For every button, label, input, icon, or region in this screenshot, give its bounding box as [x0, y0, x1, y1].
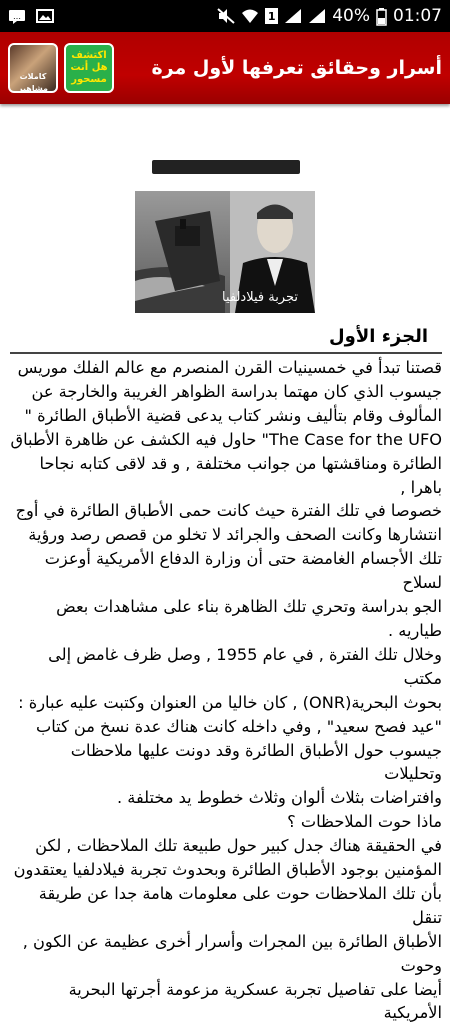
article-image: [135, 191, 315, 313]
article-line: في الحقيقة هناك جدل كبير حول طبيعة تلك الملاحظات , لكن: [35, 836, 442, 856]
article-line: وخلال تلك الفترة , في عام 1955 , وصل ظرف غامض إلى مكتب: [48, 644, 442, 688]
article-line: الجو بدراسة وتحري تلك الظاهرة بناء على مشاهدات بعض طياريه .: [56, 597, 442, 640]
app-bar: [0, 32, 450, 104]
article-line: بأن تلك الملاحظات حوت على معلومات هامة جدا عن طريقة تنقل: [38, 883, 442, 927]
section-divider: [10, 352, 442, 354]
image-notification-icon: [36, 8, 54, 24]
article-body: [10, 356, 442, 1025]
promo-app-faces-button[interactable]: [8, 43, 58, 93]
wifi-icon: [241, 8, 259, 24]
clock: 01:07: [393, 6, 442, 26]
status-bar: [0, 0, 450, 32]
article-line: وافتراضات بثلاث ألوان وثلاث خطوط يد مختلفة .: [117, 788, 442, 808]
article-line: جيسوب الذي كان مهتما بدراسة الظواهر الغريبة والخارجة عن: [31, 381, 442, 401]
article-line: المؤمنين بوجود الأطباق الطائرة وبحدوث تجربة فيلادلفيا يعتقدون: [13, 860, 442, 880]
mute-icon: [217, 8, 235, 24]
ship-and-man-photo: [135, 191, 315, 313]
svg-text:…: …: [13, 12, 21, 21]
battery-percent: 40%: [332, 6, 370, 26]
sim-indicator: 1: [265, 8, 278, 24]
article-line: تلك الأجسام الغامضة حتى أن وزارة الدفاع الأمريكية أوعزت لسلاح: [44, 549, 442, 593]
promo-app-faces-label: كاملات مشاهير: [18, 72, 48, 93]
article-line: الطائرة ومناقشتها من جوانب مختلفة , و قد لاقى كتابه نجاحا باهرا ,: [39, 453, 442, 497]
article-line: انتشارها وكانت الصحف والجرائد لا تخلو من قصص رصد ورؤية: [28, 525, 442, 545]
article-line: المألوف وقام بتأليف ونشر كتاب يدعى قضية الأطباق الطائرة ": [24, 405, 442, 425]
article-line: خصوصا في تلك الفترة حيث كانت حمى الأطباق الطائرة في أوج: [15, 501, 442, 521]
article-content[interactable]: [0, 104, 450, 1023]
article-line: ماذا حوت الملاحظات ؟: [287, 812, 442, 832]
article-line: الأطباق الطائرة بين المجرات وأسرار أخرى عظيمة عن الكون , وحوت: [22, 931, 442, 975]
article-line: أيضا على تفاصيل تجربة عسكرية مزعومة أجرتها البحرية الأمريكية: [68, 979, 442, 1023]
signal-icon: [284, 8, 302, 24]
signal-icon-2: [308, 8, 326, 24]
image-heading-strip: [152, 160, 300, 174]
article-line: جيسوب حول الأطباق الطائرة وقد دونت عليها ملاحظات وتحليلات: [70, 740, 442, 784]
article-line: "عيد فصح سعيد" , وفي داخله كانت هناك عدة نسخ من كتاب: [36, 716, 442, 736]
article-line: قصتنا تبدأ في خمسينيات القرن المنصرم مع عالم الفلك موريس: [17, 358, 442, 377]
promo-app-quiz-label: اكتشف هل أنت مسحور: [70, 50, 108, 85]
chat-notification-icon: [8, 8, 26, 24]
app-title: أسرار وحقائق تعرفها لأول مرة: [151, 57, 442, 79]
section-title: الجزء الأول: [329, 326, 428, 347]
article-line: بحوث البحرية(ONR) , كان خاليا من العنوان وكتبت عليه عبارة :: [18, 692, 442, 712]
battery-icon: [376, 8, 387, 24]
article-line: The Case for the UFO" حاول فيه الكشف عن ظاهرة الأطباق: [10, 429, 442, 449]
promo-app-quiz-button[interactable]: [64, 43, 114, 93]
image-caption: تجربة فيلادلفيا: [221, 290, 299, 305]
